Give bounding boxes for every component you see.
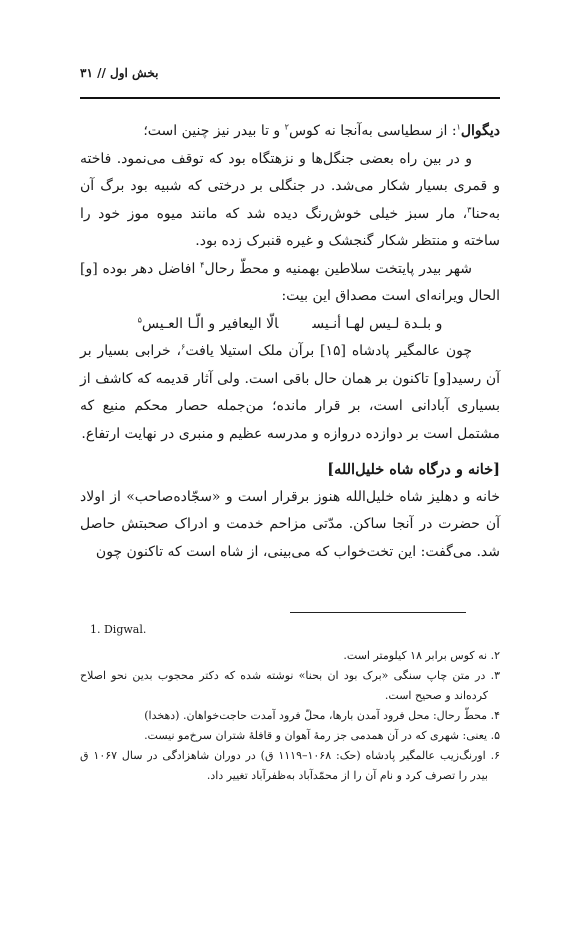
footnotes-list xyxy=(80,646,500,786)
entry-lead: دیگوال xyxy=(460,123,500,139)
footnote-item: ۵. یعنی: شهری که در آن همدمی جز رمهٔ آهوان و قافلهٔ شتران سرخ‌مو نیست. xyxy=(144,729,500,742)
paragraph-3 xyxy=(80,256,500,311)
footnote-item: ۴. محطّ رحال: محل فرود آمدن بارها، محلّ فرود آمدت حاجت‌خواهان. (دهخدا) xyxy=(144,709,500,722)
verse-line xyxy=(80,311,500,339)
paragraph-3-text-a: شهر بیدر پایتخت سلاطین بهمنیه و محطّ رحال xyxy=(204,260,472,277)
footnote-ref-6: ۶ xyxy=(181,342,186,352)
footnote-ref-2: ۲ xyxy=(284,122,289,132)
footnote-separator xyxy=(290,612,466,613)
verse-hemistich-left-text: الّا الیعافیر و الّـا العـیس xyxy=(141,315,279,332)
paragraph-5: خانه و دهلیز شاه خلیل‌الله هنوز برقرار است و «سجّاده‌صاحب» از اولاد آن حضرت در آنجا ساکن. مدّتی مزاحم خدمت و ادراک صحبتش حاصل شد. می‌گفت: این تخت‌خواب که می‌بینی، از شاه است که تاکنون چون xyxy=(80,488,500,560)
verse-hemistich-left xyxy=(138,316,279,332)
main-text xyxy=(80,118,500,566)
paragraph-2 xyxy=(80,146,500,256)
header-rule xyxy=(80,97,500,99)
verse-hemistich-right: و بلـدة لـیس لهـا أنـیس xyxy=(312,315,443,332)
paragraph-3-text-b: افاضل دهر بوده [و] الحال ویرانه‌ای است مصداق این بیت: xyxy=(80,260,500,304)
footnote-1-latin: 1. Digwal. xyxy=(90,623,147,636)
footnote-ref-4: ۴ xyxy=(200,259,205,269)
paragraph-2-text-b: ، مار سبز خیلی خوش‌رنگ دیده شد که مانند میوه موز خود را ساخته و منتظر شکار گنجشک و غیره قنبرک زده بود. xyxy=(80,205,500,249)
paragraph-4-text-a: چون عالمگیر پادشاه [۱۵] برآن ملک استیلا یافت xyxy=(185,343,472,359)
running-head: بخش اول // ۳۱ xyxy=(80,66,159,80)
footnote-item: ۲. نه کوس برابر ۱۸ کیلومتر است. xyxy=(343,649,500,662)
footnote-ref-5: ۵ xyxy=(137,314,142,324)
paragraph-1-text-a: : از سطیاسی به‌آنجا نه کوس xyxy=(288,123,457,139)
footnote-ref-1: ۱ xyxy=(456,122,461,132)
paragraph-1 xyxy=(80,118,500,146)
footnote-item: ۶. اورنگ‌زیب عالمگیر پادشاه (حک: ۱۰۶۸–۱۱۱۹ ق) در دوران شاهزادگی در سال ۱۰۶۷ ق بیدر را تصرف کرد و نام آن را از محمّدآباد به‌ظفرآباد تغییر داد. xyxy=(80,749,500,782)
paragraph-1-text-b: و تا بیدر نیز چنین است؛ xyxy=(143,123,285,139)
footnote-item: ۳. در متن چاپ سنگی «برک بود ان بحنا» نوشته شده که دکتر محجوب بدین نحو اصلاح کرده‌اند و صحیح است. xyxy=(80,669,500,702)
paragraph-4 xyxy=(80,338,500,448)
paragraph-4-text-b: ، خرابی بسیار بر آن رسید[و] تاکنون بر همان حال باقی است. ولی آثار قدیمه که کاشف از بسیاری آبادانی است، بر قرار مانده؛ من‌جمله حصار محکم منیع که مشتمل است بر دوازده دروازه و مدرسه عظیم و منبری در نهایت ارتفاع. xyxy=(80,343,500,442)
paragraph-2-text-a: و در بین راه بعضی جنگل‌ها و نزهتگاه بود که توقف می‌نمود. فاخته و قمری بسیار شکار می‌شد. در جنگلی بر درختی که شبیه بود برگ آن به‌حنا xyxy=(80,150,500,222)
section-heading: [خانه و درگاه شاه خلیل‌الله] xyxy=(327,461,500,478)
footnote-ref-3: ۳ xyxy=(467,204,472,214)
